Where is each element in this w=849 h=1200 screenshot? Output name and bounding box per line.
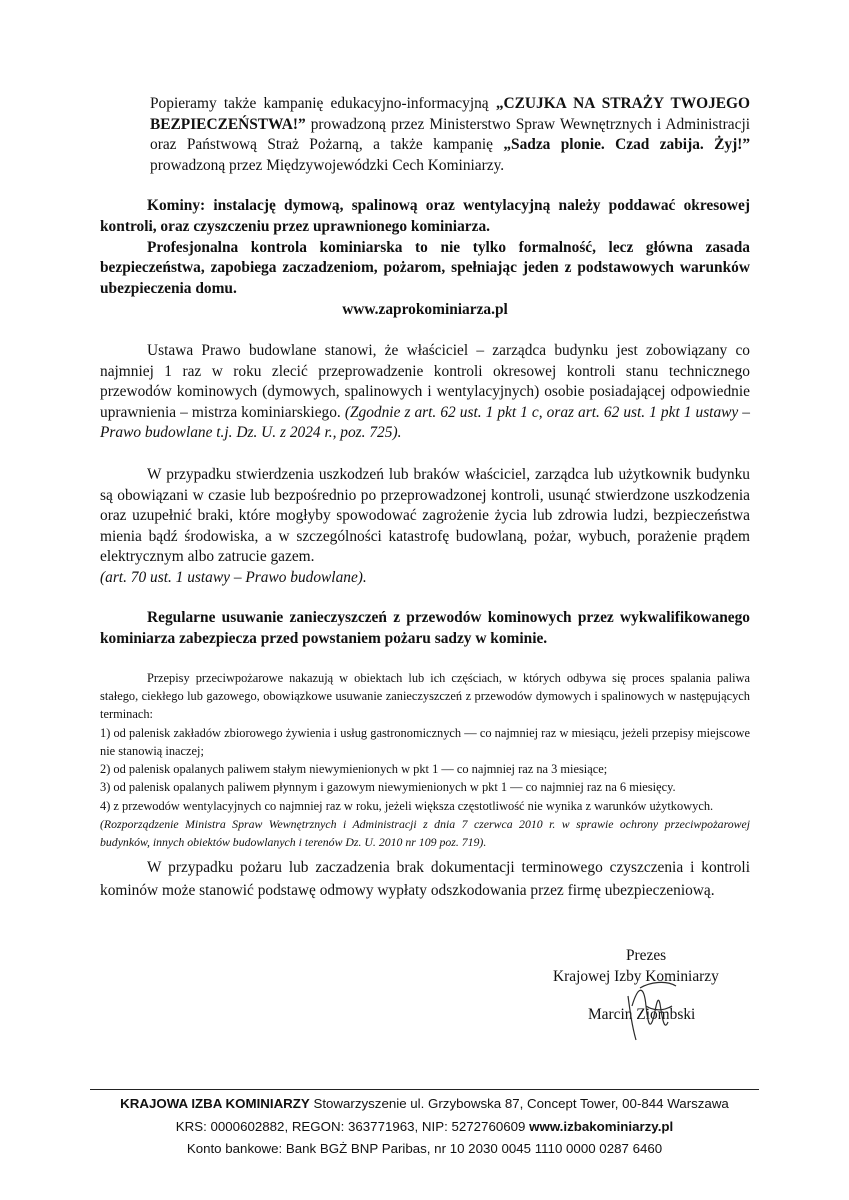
footer [0,1093,849,1161]
regulations-citation [100,815,750,852]
website-link[interactable]: www.zaprokominiarza.pl [342,301,508,319]
damage-citation-line [100,568,750,589]
regulations-intro: Przepisy przeciwpożarowe nakazują w obiektach lub ich częściach, w których odbywa się proces spalania paliwa stałego, ciekłego lub gazowego, obowiązkowe usuwanie zanieczyszczeń z przewodów dymowych i spalinowych w następujących terminach: [100,670,750,722]
footer-ids-line [0,1116,849,1139]
document-body [100,94,750,902]
insurance-paragraph [100,856,750,902]
signature-organization: Krajowej Izby Kominiarzy [553,968,719,985]
campaign-name-sadza: „Sadza plonie. Czad zabija. Żyj!” [503,136,751,154]
law-paragraph [100,341,750,444]
damage-citation: (art. 70 ust. 1 ustawy – Prawo budowlane). [100,568,367,586]
chimney-text: Kominy: instalację dymową, spalinową oraz wentylacyjną należy poddawać okresowej kontroli, oraz czyszczeniu przez uprawnionego kominiarza. [100,197,750,235]
regulation-item-4: 4) z przewodów wentylacyjnych co najmniej raz w roku, jeżeli większa częstotliwość nie wynika z warunków użytkowych. [100,798,714,813]
regulation-item-2: 2) od palenisk opalanych paliwem stałym niewymienionych w pkt 1 — co najmniej raz na 3 miesiące; [100,762,608,777]
law-citation: (Zgodnie z art. 62 ust. 1 pkt 1 c, oraz art. 62 ust. 1 pkt 1 ustawy – Prawo budowlane t.j. Dz. U. z 2024 r., poz. 725). [100,403,750,442]
campaign-text-end: prowadzoną przez Międzywojewódzki Cech Kominiarzy. [150,156,505,174]
regulation-item-3: 3) od palenisk opalanych paliwem płynnym i gazowym niewymienionych w pkt 1 — co najmniej raz na 6 miesięcy. [100,780,676,795]
insurance-text: W przypadku pożaru lub zaczadzenia brak dokumentacji terminowego czyszczenia i kontroli kominów może stanowić podstawę odmowy wypłaty odszkodowania przez firmę ubezpieczeniową. [100,858,750,899]
damage-paragraph [100,465,750,568]
footer-registry-ids: KRS: 0000602882, REGON: 363771963, NIP: 5272760609 [175,1118,530,1134]
footer-divider [90,1089,759,1090]
footer-org-name: KRAJOWA IZBA KOMINIARZY [120,1096,310,1111]
inspection-paragraph [100,238,750,300]
campaign-text-intro: Popieramy także kampanię edukacyjno-informacyjną [150,95,496,112]
regulations-block [100,669,750,852]
chimney-paragraph [100,196,750,237]
regulation-item-1: 1) od palenisk zakładów zbiorowego żywienia i usług gastronomicznych — co najmniej raz w miesiącu, jeżeli przepisy miejscowe nie stanowią inaczej; [100,725,750,758]
signature-name: Marcin Ziombski [588,1006,696,1023]
campaign-name-czujka: „CZUJKA NA STRAŻY TWOJEGO BEZPIECZEŃSTWA!” [150,95,750,133]
signature-title: Prezes [626,947,667,964]
soot-text: Regularne usuwanie zanieczyszczeń z przewodów kominowych przez wykwalifikowanego kominiarza zabezpiecza przed powstaniem pożaru sadzy w kominie. [100,609,750,648]
footer-address-line [0,1093,849,1116]
website-line [100,300,750,321]
damage-text: W przypadku stwierdzenia uszkodzeń lub braków właściciel, zarządca lub użytkownik budynku są obowiązani w czasie lub bezpośrednio po przeprowadzonej kontroli, usunąć stwierdzone uszkodzenia oraz uzupełnić braki, które mogłyby spowodować zagrożenie życia lub zdrowia ludzi, bezpieczeństwa mienia bądź środowiska, a w szczególności katastrofę budowlaną, pożar, wybuch, porażenie prądem elektrycznym albo zatrucie gazem. [100,465,750,566]
handwritten-signature [610,976,700,1046]
footer-bank-line: Konto bankowe: Bank BGŻ BNP Paribas, nr 10 2030 0045 1110 0000 0287 6460 [186,1141,663,1156]
law-text: Ustawa Prawo budowlane stanowi, że właściciel – zarządca budynku jest zobowiązany co najmniej 1 raz w roku zlecić przeprowadzenie kontroli okresowej kontroli stanu technicznego przewodów kominowych (dymowych, spalinowych i wentylacyjnych) osobie posiadającej odpowiednie uprawnienia – mistrza kominiarskiego. [100,341,750,421]
footer-address: Stowarzyszenie ul. Grzybowska 87, Concept Tower, 00-844 Warszawa [309,1096,729,1111]
soot-paragraph [100,608,750,649]
inspection-text: Profesjonalna kontrola kominiarska to nie tylko formalność, lecz główna zasada bezpieczeństwa, zapobiega zaczadzeniom, pożarom, spełniając jeden z podstawowych warunków ubezpieczenia domu. [100,238,750,297]
regulations-citation-text: (Rozporządzenie Ministra Spraw Wewnętrznych i Administracji z dnia 7 czerwca 2010 r. w sprawie ochrony przeciwpożarowej budynków, innych obiektów budowlanych i terenów Dz. U. 2010 nr 109 poz. 719). [100,817,750,850]
campaign-text-mid: prowadzoną przez Ministerstwo Spraw Wewnętrznych i Administracji oraz Państwową Straż Pożarną, a także kampanię [150,115,750,154]
footer-website-link[interactable]: www.izbakominiarzy.pl [529,1118,674,1134]
campaign-paragraph [100,94,750,176]
